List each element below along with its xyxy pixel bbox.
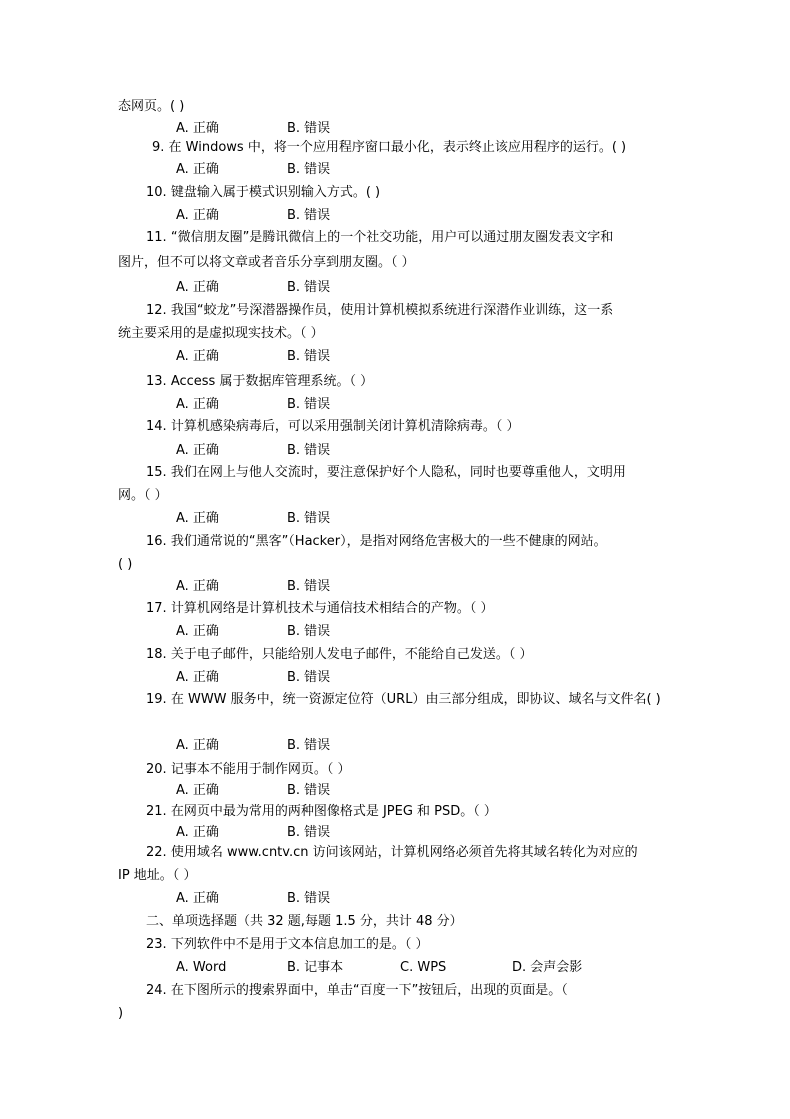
question-text: “微信朋友圈”是腾讯微信上的一个社交功能，用户可以通过朋友圈发表文字和 bbox=[170, 230, 614, 245]
question-16-line-2: ( ) bbox=[118, 557, 133, 572]
q8-option-a: A. 正确 bbox=[176, 121, 219, 136]
q19-option-a: A. 正确 bbox=[176, 738, 219, 753]
question-13 bbox=[146, 374, 373, 390]
question-number: 21. bbox=[146, 804, 167, 819]
question-text: 使用域名 www.cntv.cn 访问该网站，计算机网络必须首先将其域名转化为对应的 bbox=[170, 845, 638, 860]
q21-option-a: A. 正确 bbox=[176, 825, 219, 840]
q19-option-b: B. 错误 bbox=[287, 738, 331, 753]
question-number: 22. bbox=[146, 845, 167, 860]
question-text: 在下图所示的搜索界面中，单击“百度一下”按钮后，出现的页面是。（ bbox=[170, 983, 568, 998]
question-15-line-2: 网。（ ） bbox=[118, 488, 168, 503]
question-11-line-2: 图片，但不可以将文章或者音乐分享到朋友圈。（ ） bbox=[118, 255, 415, 270]
q16-option-b: B. 错误 bbox=[287, 579, 331, 594]
question-22-line-2: IP 地址。（ ） bbox=[118, 868, 197, 883]
question-text: 记事本不能用于制作网页。（ ） bbox=[170, 762, 351, 777]
question-10 bbox=[146, 185, 380, 201]
q23-option-d: D. 会声会影 bbox=[512, 960, 583, 975]
question-9 bbox=[152, 140, 626, 156]
question-text: 下列软件中不是用于文本信息加工的是。（ ） bbox=[170, 937, 429, 952]
q9-option-a: A. 正确 bbox=[176, 162, 219, 177]
question-14 bbox=[146, 419, 519, 435]
question-number: 18. bbox=[146, 647, 167, 662]
question-text: 我们通常说的“黑客”（Hacker），是指对网络危害极大的一些不健康的网站。 bbox=[170, 534, 607, 549]
q10-option-b: B. 错误 bbox=[287, 208, 331, 223]
question-text: 在 WWW 服务中，统一资源定位符（URL）由三部分组成，即协议、域名与文件名( ) bbox=[170, 692, 661, 707]
question-number: 12. bbox=[146, 303, 167, 318]
section-heading: 二、单项选择题（共 32 题,每题 1.5 分，共计 48 分） bbox=[146, 914, 463, 929]
q15-option-a: A. 正确 bbox=[176, 511, 219, 526]
question-17 bbox=[146, 601, 493, 617]
question-number: 14. bbox=[146, 419, 167, 434]
q23-option-a: A. Word bbox=[176, 960, 227, 975]
question-19 bbox=[146, 692, 661, 708]
question-text: 我国“蛟龙”号深潜器操作员，使用计算机模拟系统进行深潜作业训练，这一系 bbox=[170, 303, 614, 318]
q11-option-b: B. 错误 bbox=[287, 280, 331, 295]
question-15 bbox=[146, 465, 626, 481]
question-number: 15. bbox=[146, 465, 167, 480]
q14-option-a: A. 正确 bbox=[176, 443, 219, 458]
q21-option-b: B. 错误 bbox=[287, 825, 331, 840]
question-number: 9. bbox=[152, 140, 165, 155]
question-text: 键盘输入属于模式识别输入方式。( ) bbox=[170, 185, 381, 200]
q23-option-c: C. WPS bbox=[400, 960, 447, 975]
question-number: 13. bbox=[146, 374, 167, 389]
question-18 bbox=[146, 647, 532, 663]
question-20 bbox=[146, 762, 350, 778]
question-text: 在网页中最为常用的两种图像格式是 JPEG 和 PSD。（ ） bbox=[170, 804, 497, 819]
q23-option-b: B. 记事本 bbox=[287, 960, 344, 975]
question-number: 19. bbox=[146, 692, 167, 707]
question-21 bbox=[146, 804, 497, 820]
question-22 bbox=[146, 845, 638, 861]
q12-option-a: A. 正确 bbox=[176, 349, 219, 364]
question-number: 24. bbox=[146, 983, 167, 998]
question-16 bbox=[146, 534, 607, 550]
question-12-line-2: 统主要采用的是虚拟现实技术。（ ） bbox=[118, 326, 324, 341]
q17-option-b: B. 错误 bbox=[287, 624, 331, 639]
question-24 bbox=[146, 983, 568, 999]
question-24-line-2: ) bbox=[118, 1006, 124, 1021]
question-number: 17. bbox=[146, 601, 167, 616]
question-number: 20. bbox=[146, 762, 167, 777]
q8-option-b: B. 错误 bbox=[287, 121, 331, 136]
q16-option-a: A. 正确 bbox=[176, 579, 219, 594]
q18-option-b: B. 错误 bbox=[287, 670, 331, 685]
q20-option-a: A. 正确 bbox=[176, 783, 219, 798]
question-text: 计算机感染病毒后，可以采用强制关闭计算机清除病毒。（ ） bbox=[170, 419, 520, 434]
q18-option-a: A. 正确 bbox=[176, 670, 219, 685]
question-text: 关于电子邮件，只能给别人发电子邮件，不能给自己发送。（ ） bbox=[170, 647, 533, 662]
question-number: 10. bbox=[146, 185, 167, 200]
q17-option-a: A. 正确 bbox=[176, 624, 219, 639]
question-8-continuation: 态网页。( ) bbox=[118, 99, 185, 114]
q15-option-b: B. 错误 bbox=[287, 511, 331, 526]
q22-option-b: B. 错误 bbox=[287, 891, 331, 906]
q10-option-a: A. 正确 bbox=[176, 208, 219, 223]
question-text: 在 Windows 中，将一个应用程序窗口最小化，表示终止该应用程序的运行。( ) bbox=[168, 140, 627, 155]
question-number: 16. bbox=[146, 534, 167, 549]
question-23 bbox=[146, 937, 428, 953]
q9-option-b: B. 错误 bbox=[287, 162, 331, 177]
q12-option-b: B. 错误 bbox=[287, 349, 331, 364]
q22-option-a: A. 正确 bbox=[176, 891, 219, 906]
question-number: 23. bbox=[146, 937, 167, 952]
question-12 bbox=[146, 303, 613, 319]
q14-option-b: B. 错误 bbox=[287, 443, 331, 458]
question-text: Access 属于数据库管理系统。（ ） bbox=[170, 374, 374, 389]
question-number: 11. bbox=[146, 230, 167, 245]
question-text: 我们在网上与他人交流时，要注意保护好个人隐私，同时也要尊重他人，文明用 bbox=[170, 465, 626, 480]
question-text: 计算机网络是计算机技术与通信技术相结合的产物。（ ） bbox=[170, 601, 494, 616]
q20-option-b: B. 错误 bbox=[287, 783, 331, 798]
q13-option-a: A. 正确 bbox=[176, 397, 219, 412]
question-11 bbox=[146, 230, 613, 246]
q13-option-b: B. 错误 bbox=[287, 397, 331, 412]
q11-option-a: A. 正确 bbox=[176, 280, 219, 295]
